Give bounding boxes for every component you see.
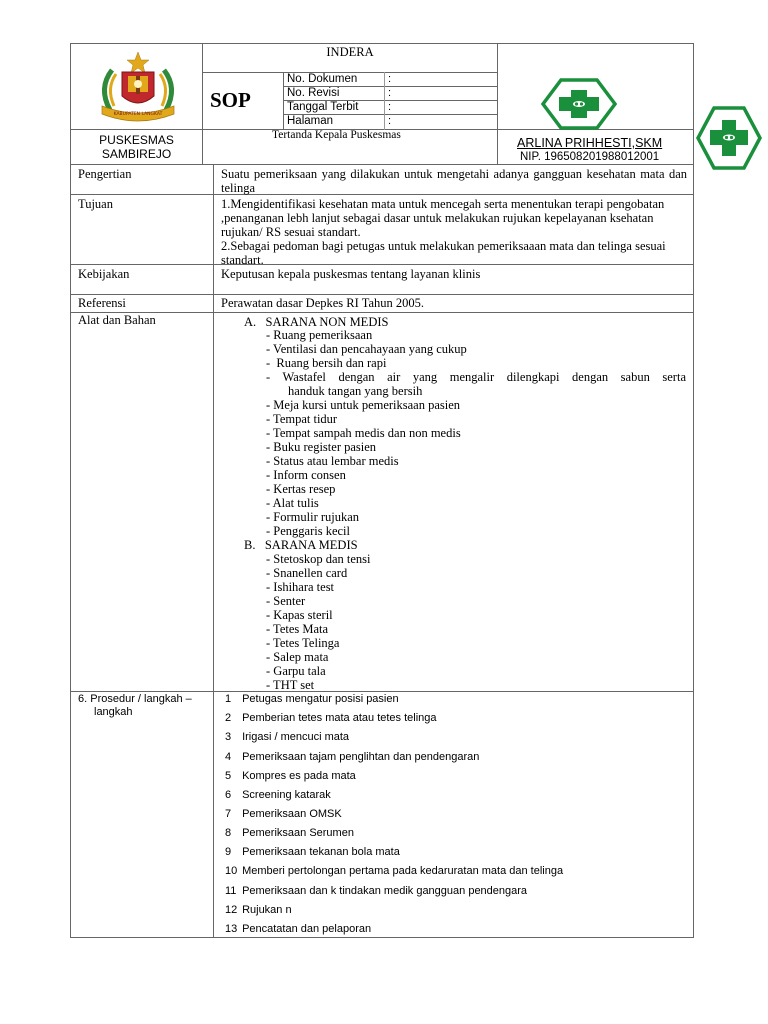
procedure-step: 12 Rujukan n bbox=[225, 904, 292, 916]
meta-value-halaman: : bbox=[388, 115, 392, 127]
list-item: - Alat tulis bbox=[266, 496, 319, 510]
meta-value-tanggal: : bbox=[388, 101, 392, 113]
list-item: - Stetoskop dan tensi bbox=[266, 552, 371, 566]
list-item: - Ventilasi dan pencahayaan yang cukup bbox=[266, 342, 467, 356]
list-item: - Snanellen card bbox=[266, 566, 348, 580]
text-tujuan-1: 1.Mengidentifikasi kesehatan mata untuk mencegah serta menentukan terapi pengobatan ,penanganan lebh lanjut sebagai dasar untuk melakukan rujukan kepelayanan ksehatan rujukan/ RS sesuai standart. bbox=[221, 197, 665, 239]
list-item: - Tempat sampah medis dan non medis bbox=[266, 426, 461, 440]
list-item: - Tetes Telinga bbox=[266, 636, 340, 650]
procedure-step: 7 Pemeriksaan OMSK bbox=[225, 808, 342, 820]
label-prosedur: 6. Prosedur / langkah – langkah bbox=[78, 693, 192, 718]
puskesmas-logo bbox=[541, 78, 617, 130]
signer-name: ARLINA PRIHHESTI,SKM bbox=[517, 136, 663, 150]
meta-label-halaman: Halaman bbox=[287, 115, 334, 127]
list-item: - Ishihara test bbox=[266, 580, 335, 594]
procedure-step: 4 Pemeriksaan tajam penglihtan dan pendengaran bbox=[225, 751, 480, 763]
procedure-step: 10 Memberi pertolongan pertama pada kedaruratan mata dan telinga bbox=[225, 865, 564, 877]
group-b-title: B. SARANA MEDIS bbox=[244, 538, 358, 552]
procedure-step: 2 Pemberian tetes mata atau tetes telinga bbox=[225, 712, 437, 724]
list-item: - Salep mata bbox=[266, 650, 329, 664]
list-item: - Garpu tala bbox=[266, 664, 326, 678]
list-item: - Meja kursi untuk pemeriksaan pasien bbox=[266, 398, 461, 412]
org-name: PUSKESMAS SAMBIREJO bbox=[99, 133, 174, 161]
text-kebijakan: Keputusan kepala puskesmas tentang layanan klinis bbox=[221, 267, 481, 281]
label-alat: Alat dan Bahan bbox=[78, 313, 156, 327]
text-referensi: Perawatan dasar Depkes RI Tahun 2005. bbox=[221, 296, 425, 310]
label-tujuan: Tujuan bbox=[78, 197, 113, 211]
list-item: - Wastafel dengan air yang mengalir dilengkapi dengan sabun serta bbox=[266, 370, 686, 384]
meta-value-dokumen: : bbox=[388, 73, 392, 85]
sop-label: SOP bbox=[210, 88, 251, 112]
puskesmas-logo-outer bbox=[696, 106, 762, 170]
meta-label-revisi: No. Revisi bbox=[287, 87, 340, 99]
procedure-step: 11 Pemeriksaan dan k tindakan medik gangguan pendengara bbox=[225, 885, 528, 897]
meta-value-revisi: : bbox=[388, 87, 392, 99]
list-item: - Kertas resep bbox=[266, 482, 336, 496]
signature-caption: Tertanda Kepala Puskesmas bbox=[272, 129, 401, 141]
procedure-step: 6 Screening katarak bbox=[225, 789, 331, 801]
list-item: - Buku register pasien bbox=[266, 440, 377, 454]
list-item: handuk tangan yang bersih bbox=[288, 384, 423, 398]
procedure-step: 13 Pencatatan dan pelaporan bbox=[225, 923, 372, 935]
list-item: - Kapas steril bbox=[266, 608, 333, 622]
list-item: - Tetes Mata bbox=[266, 622, 329, 636]
list-item: - Inform consen bbox=[266, 468, 346, 482]
procedure-step: 5 Kompres es pada mata bbox=[225, 770, 356, 782]
procedure-step: 8 Pemeriksaan Serumen bbox=[225, 827, 354, 839]
label-pengertian: Pengertian bbox=[78, 167, 132, 181]
label-referensi: Referensi bbox=[78, 296, 126, 310]
procedure-step: 9 Pemeriksaan tekanan bola mata bbox=[225, 846, 400, 858]
list-item: - THT set bbox=[266, 678, 315, 692]
regency-logo bbox=[92, 50, 184, 126]
list-item: - Senter bbox=[266, 594, 306, 608]
list-item: - Penggaris kecil bbox=[266, 524, 351, 538]
list-item: - Ruang bersih dan rapi bbox=[266, 356, 387, 370]
list-item: - Ruang pemeriksaan bbox=[266, 328, 373, 342]
list-item: - Status atau lembar medis bbox=[266, 454, 399, 468]
group-a-title: A. SARANA NON MEDIS bbox=[244, 315, 389, 329]
procedure-step: 3 Irigasi / mencuci mata bbox=[225, 731, 350, 743]
procedure-step: 1 Petugas mengatur posisi pasien bbox=[225, 693, 399, 705]
list-item: - Formulir rujukan bbox=[266, 510, 360, 524]
document-title: INDERA bbox=[326, 45, 374, 59]
svg-text:KABUPATEN LANGKAT: KABUPATEN LANGKAT bbox=[113, 112, 163, 117]
label-kebijakan: Kebijakan bbox=[78, 267, 130, 281]
text-tujuan-2: 2.Sebagai pedoman bagi petugas untuk melakukan pemeriksaaan mata dan telinga sesuai standart. bbox=[221, 239, 666, 267]
signer-nip: NIP. 196508201988012001 bbox=[520, 151, 660, 163]
list-item: - Tempat tidur bbox=[266, 412, 338, 426]
text-pengertian: Suatu pemeriksaan yang dilakukan untuk mengetahi adanya gangguan kesehatan mata dan telinga bbox=[221, 167, 687, 195]
meta-label-dokumen: No. Dokumen bbox=[287, 73, 358, 85]
meta-label-tanggal: Tanggal Terbit bbox=[287, 101, 359, 113]
